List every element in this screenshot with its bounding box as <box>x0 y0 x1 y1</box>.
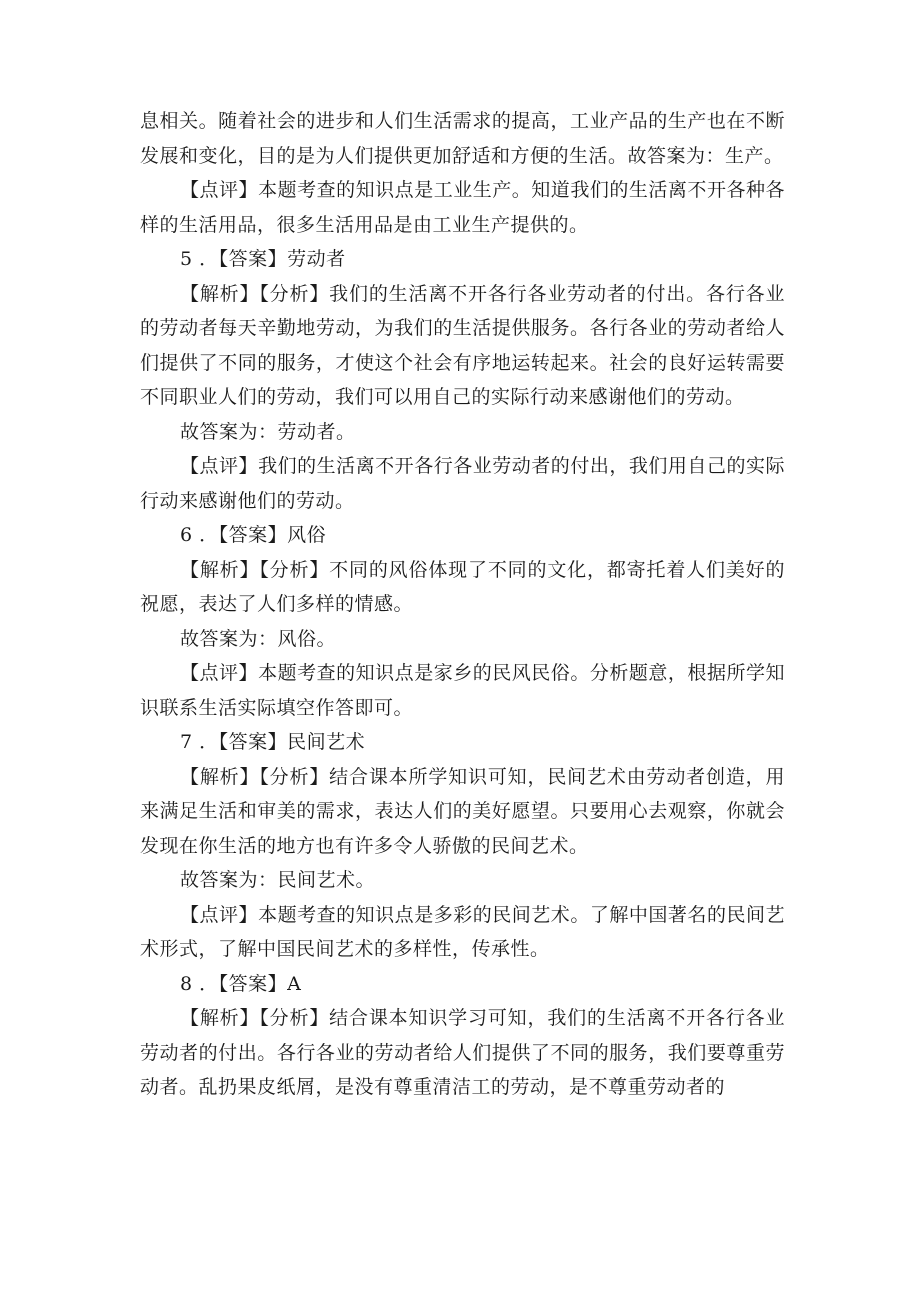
analysis-paragraph-5: 【解析】【分析】我们的生活离不开各行各业劳动者的付出。各行各业的劳动者每天辛勤地劳动，为我们的生活提供服务。各行各业的劳动者给人们提供了不同的服务，才使这个社会有序地运转起来。社会的良好运转需要不同职业人们的劳动，我们可以用自己的实际行动来感谢他们的劳动。 <box>140 282 785 408</box>
result-line-5: 故答案为：劳动者。 <box>180 420 356 443</box>
answer-line-8: 8 ．【答案】A <box>180 972 302 995</box>
analysis-paragraph-8: 【解析】【分析】结合课本知识学习可知，我们的生活离不开各行各业劳动者的付出。各行各业的劳动者给人们提供了不同的服务，我们要尊重劳动者。乱扔果皮纸屑，是没有尊重清洁工的劳动，是不尊重劳动者的 <box>140 1007 785 1098</box>
comment-paragraph-4: 【点评】本题考查的知识点是工业生产。知道我们的生活离不开各种各样的生活用品，很多生活用品是由工业生产提供的。 <box>140 179 785 236</box>
analysis-paragraph-6: 【解析】【分析】不同的风俗体现了不同的文化，都寄托着人们美好的祝愿，表达了人们多样的情感。 <box>140 558 785 615</box>
paragraph-continuation-4: 息相关。随着社会的进步和人们生活需求的提高，工业产品的生产也在不断发展和变化，目的是为人们提供更加舒适和方便的生活。故答案为：生产。 <box>140 110 785 167</box>
result-line-7: 故答案为：民间艺术。 <box>180 869 376 891</box>
document-page <box>140 104 785 1105</box>
answer-line-5: 5 ．【答案】劳动者 <box>180 248 346 270</box>
comment-paragraph-5: 【点评】我们的生活离不开各行各业劳动者的付出，我们用自己的实际行动来感谢他们的劳动。 <box>140 455 785 512</box>
answer-line-7: 7 ．【答案】民间艺术 <box>180 731 366 753</box>
result-line-6: 故答案为：风俗。 <box>180 627 337 650</box>
analysis-paragraph-7: 【解析】【分析】结合课本所学知识可知，民间艺术由劳动者创造，用来满足生活和审美的需求，表达人们的美好愿望。只要用心去观察，你就会发现在你生活的地方也有许多令人骄傲的民间艺术。 <box>140 765 785 857</box>
answer-line-6: 6 ．【答案】风俗 <box>180 524 327 546</box>
comment-paragraph-6: 【点评】本题考查的知识点是家乡的民风民俗。分析题意，根据所学知识联系生活实际填空作答即可。 <box>140 662 785 719</box>
comment-paragraph-7: 【点评】本题考查的知识点是多彩的民间艺术。了解中国著名的民间艺术形式，了解中国民间艺术的多样性，传承性。 <box>140 903 785 960</box>
